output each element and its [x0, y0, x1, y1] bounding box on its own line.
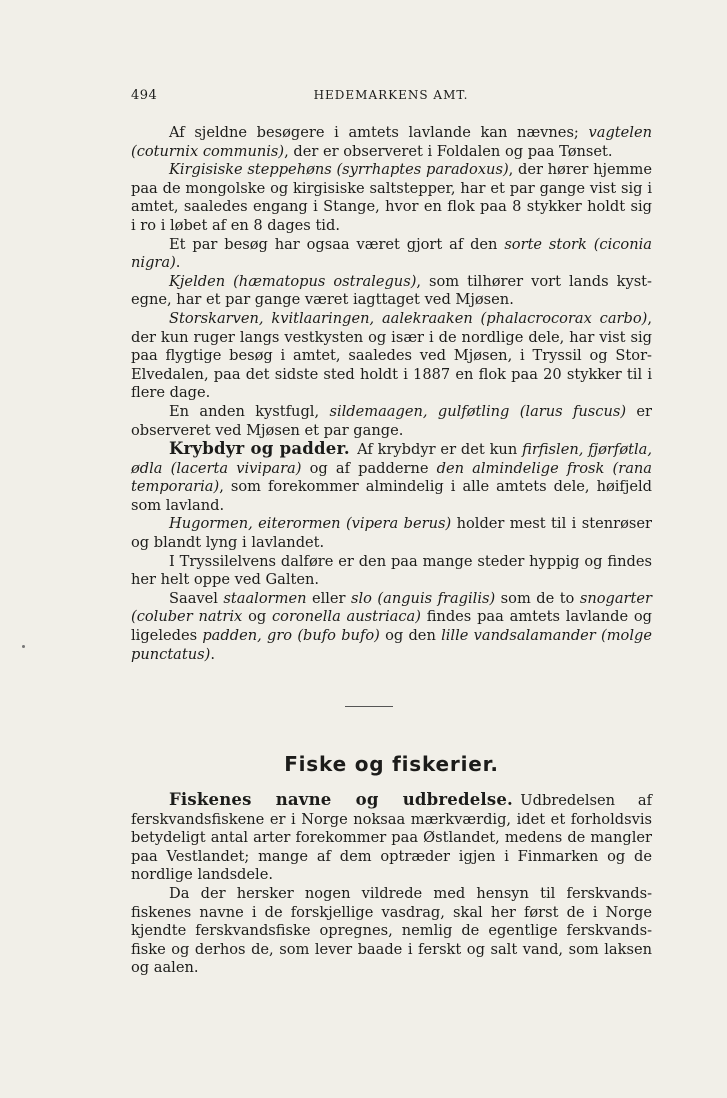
text-run: , der kun ruger langs vestkysten og især i de nordlige dele, har vist sig paa flygtige besøg i amtet, saaledes ved Mjøsen, i Tryssil og Stor-Elvedalen, paa det sidste sted holdt i 1887 en flok paa 20 stykker til i flere dage. [131, 309, 652, 402]
paragraph [131, 440, 652, 515]
italic-term: sildemaagen, gulføtling (larus fuscus) [329, 402, 627, 420]
section-heading: Fiskenes navne og udbredelse. [169, 790, 513, 809]
paragraph [131, 124, 652, 161]
text-run: eller [306, 589, 352, 607]
fish-text [131, 791, 652, 978]
paragraph [131, 236, 652, 273]
text-run: Da der hersker nogen vildrede med hensyn til ferskvandsfiskenes navne i de forskjellige vasdrag, skal her først de i Norge kjendte ferskvandsfiske opregnes, nemlig de egentlige ferskvandsfiske og derhos de, som lever baade i ferskt og salt vand, som laksen og aalen. [131, 884, 652, 977]
text-run: , der er observeret i Foldalen og paa Tønset. [284, 142, 613, 160]
italic-term: den almindelige frosk (rana temporaria) [131, 459, 653, 496]
running-header [131, 88, 651, 108]
paragraph [131, 590, 652, 664]
paragraph [131, 885, 652, 978]
text-run: findes paa amtets lavlande og ligeledes [131, 608, 653, 644]
text-run: som de to [495, 589, 580, 607]
italic-term: Hugormen, eiterormen (vipera berus) [169, 515, 452, 533]
fish-section [131, 791, 652, 978]
text-run: I Tryssilelvens dalføre er den paa mange steder hyppig og findes her helt oppe ved Galten. [131, 552, 652, 589]
text-run: og [242, 608, 272, 626]
paragraph [131, 553, 652, 590]
text-run: er observeret ved Mjøsen et par gange. [131, 402, 652, 439]
paragraph [131, 515, 652, 552]
birds-text [131, 124, 652, 440]
running-title: HEDEMARKENS AMT. [313, 88, 469, 102]
text-run: holder mest til i stenrøser og blandt lyng i lavlandet. [131, 515, 652, 551]
text-run: og den [379, 626, 442, 644]
paragraph [131, 161, 652, 235]
italic-term: coronella austriaca) [271, 608, 421, 626]
page-number: 494 [131, 88, 158, 103]
italic-term: firfislen, fjørføtla, ødla (lacerta vivipara) [131, 441, 652, 477]
italic-term: Kjelden (hæmatopus ostralegus) [169, 272, 417, 290]
text-run: Af krybdyr er det kun [357, 441, 523, 458]
italic-term: sorte stork (ciconia nigra) [131, 235, 652, 272]
paragraph [131, 273, 652, 310]
text-run: , som forekommer almindelig i alle amtets dele, høifjeld som lavland. [131, 478, 652, 514]
text-run: . [175, 254, 181, 272]
text-run: En anden kystfugl, [169, 402, 330, 420]
italic-term: Storskarven, kvitlaaringen, aalekraaken (phalacrocorax carbo) [169, 309, 648, 327]
reptiles-text [131, 440, 652, 664]
italic-term: snogarter (coluber natrix [131, 589, 652, 626]
text-run: Saavel [169, 589, 224, 607]
birds-section [131, 124, 652, 440]
reptiles-section [131, 440, 652, 664]
italic-term: slo (anguis fragilis) [351, 589, 496, 607]
chapter-title: Fiske og fiskerier. [284, 752, 499, 776]
text-run: Et par besøg har ogsaa været gjort af den [169, 235, 505, 253]
italic-term: lille vandsalamander (molge punctatus) [131, 626, 652, 663]
print-speck [22, 645, 25, 648]
text-run: og af padderne [301, 459, 437, 477]
section-divider [345, 706, 393, 707]
paragraph [131, 791, 652, 885]
italic-term: padden, gro (bufo bufo) [202, 626, 380, 644]
italic-term: staalormen [223, 589, 307, 607]
paragraph [131, 310, 652, 403]
text-run: , der hører hjemme paa de mongolske og kirgisiske saltstepper, har et par gange vist sig i amtet, saaledes engang i Stange, hvor en flok paa 8 stykker holdt sig i ro i løbet af en 8 dages tid. [131, 161, 652, 234]
italic-term: vagtelen (coturnix communis) [131, 124, 652, 160]
section-heading: Krybdyr og padder. [169, 439, 350, 458]
text-run: , som tilhører vort lands kystegne, har et par gange været iagttaget ved Mjøsen. [131, 272, 652, 309]
text-run: Af sjeldne besøgere i amtets lavlande kan nævnes; [169, 124, 589, 141]
text-run: Udbredelsen af ferskvandsfiskene er i Norge noksaa mærkværdig, idet et forholdsvis betydeligt antal arter forekommer paa Østlandet, medens de mangler paa Vestlandet; mange af dem optræder igjen i Finmarken og de nordlige landsdele. [131, 792, 652, 884]
text-run: . [210, 645, 215, 663]
italic-term: Kirgisiske steppehøns (syrrhaptes paradoxus) [169, 161, 509, 179]
paragraph [131, 403, 652, 440]
